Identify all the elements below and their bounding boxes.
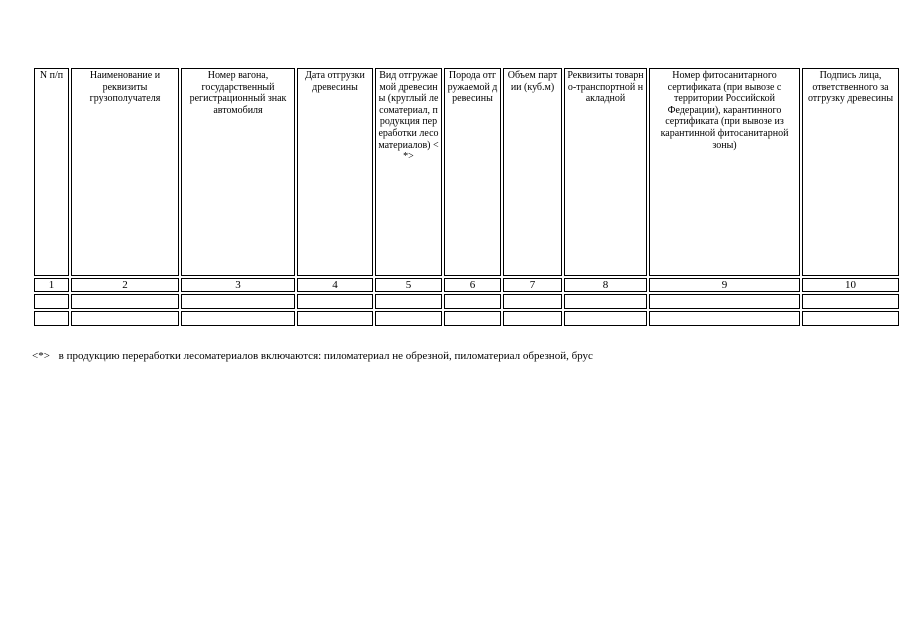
column-number: 1: [34, 278, 69, 292]
empty-cell[interactable]: [181, 294, 295, 309]
header-cell-wood-type: Вид отгружаемой древесины (круглый лесоматериал, продукция переработки лесоматериалов) <*>: [375, 68, 442, 276]
column-number: 7: [503, 278, 562, 292]
column-number: 2: [71, 278, 179, 292]
empty-cell[interactable]: [649, 294, 800, 309]
column-number: 9: [649, 278, 800, 292]
empty-cell[interactable]: [297, 311, 373, 326]
empty-cell[interactable]: [503, 311, 562, 326]
header-cell-volume: Объем партии (куб.м): [503, 68, 562, 276]
empty-cell[interactable]: [34, 311, 69, 326]
empty-cell[interactable]: [503, 294, 562, 309]
empty-cell[interactable]: [444, 294, 501, 309]
empty-cell[interactable]: [375, 294, 442, 309]
empty-cell[interactable]: [649, 311, 800, 326]
column-number-row: [34, 278, 899, 292]
header-cell-waybill: Реквизиты товарно-транспортной накладной: [564, 68, 647, 276]
header-cell-recipient: Наименование и реквизиты грузополучателя: [71, 68, 179, 276]
footnote: [32, 350, 593, 363]
header-cell-number: N п/п: [34, 68, 69, 276]
table-row: [34, 311, 899, 326]
footnote-mark: <*>: [32, 350, 50, 362]
empty-cell[interactable]: [802, 294, 899, 309]
empty-cell[interactable]: [71, 311, 179, 326]
table-row: [34, 294, 899, 309]
header-cell-certificate: Номер фитосанитарного сертификата (при вывозе с территории Российской Федерации), карантинного сертификата (при вывозе из карантинной фитосанитарной зоны): [649, 68, 800, 276]
column-number: 10: [802, 278, 899, 292]
column-number: 4: [297, 278, 373, 292]
header-cell-species: Порода отгружаемой древесины: [444, 68, 501, 276]
empty-cell[interactable]: [564, 294, 647, 309]
empty-cell[interactable]: [802, 311, 899, 326]
empty-cell[interactable]: [34, 294, 69, 309]
header-cell-vehicle: Номер вагона, государственный регистрационный знак автомобиля: [181, 68, 295, 276]
empty-cell[interactable]: [564, 311, 647, 326]
header-cell-date: Дата отгрузки древесины: [297, 68, 373, 276]
column-number: 8: [564, 278, 647, 292]
column-number: 5: [375, 278, 442, 292]
empty-cell[interactable]: [71, 294, 179, 309]
table-header-row: [34, 68, 899, 276]
column-number: 3: [181, 278, 295, 292]
empty-cell[interactable]: [297, 294, 373, 309]
footnote-text: в продукцию переработки лесоматериалов включаются: пиломатериал не обрезной, пиломатериал обрезной, брус: [58, 350, 593, 362]
empty-cell[interactable]: [181, 311, 295, 326]
empty-cell[interactable]: [444, 311, 501, 326]
column-number: 6: [444, 278, 501, 292]
empty-cell[interactable]: [375, 311, 442, 326]
header-cell-signature: Подпись лица, ответственного за отгрузку древесины: [802, 68, 899, 276]
shipment-table: [32, 66, 901, 328]
